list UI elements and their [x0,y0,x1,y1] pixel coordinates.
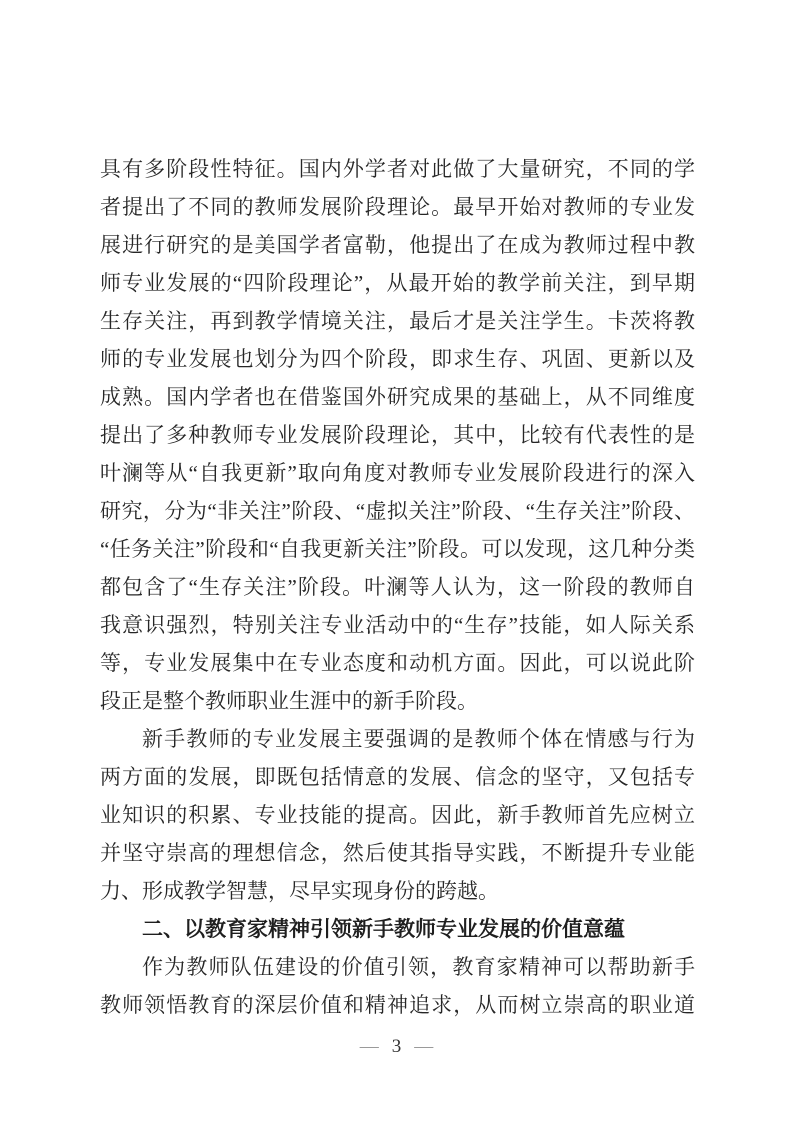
section-heading: 二、以教育家精神引领新手教师专业发展的价值意蕴 [142,917,625,941]
text-line: 生存关注，再到教学情境关注，最后才是关注学生。卡茨将教 [100,309,695,333]
text-line: 研究，分为“非关注”阶段、“虚拟关注”阶段、“生存关注”阶段、 [100,499,695,523]
text-line: 成熟。国内学者也在借鉴国外研究成果的基础上，从不同维度 [100,385,695,409]
page-footer [0,1034,793,1060]
text-line: 教师领悟教育的深层价值和精神追求，从而树立崇高的职业道 [100,993,695,1017]
footer-right-dash: — [414,1036,434,1057]
document-body [100,150,695,1024]
text-line: 者提出了不同的教师发展阶段理论。最早开始对教师的专业发 [100,195,695,219]
text-line: 师专业发展的“四阶段理论”，从最开始的教学前关注，到早期 [100,271,695,295]
text-line: 都包含了“生存关注”阶段。叶澜等人认为，这一阶段的教师自 [100,575,695,599]
text-line: 师的专业发展也划分为四个阶段，即求生存、巩固、更新以及 [100,347,695,371]
text-line: “任务关注”阶段和“自我更新关注”阶段。可以发现，这几种分类 [100,537,695,561]
text-line: 展进行研究的是美国学者富勒，他提出了在成为教师过程中教 [100,233,695,257]
text-line: 新手教师的专业发展主要强调的是教师个体在情感与行为 [142,727,695,751]
text-line: 作为教师队伍建设的价值引领，教育家精神可以帮助新手 [142,955,695,979]
footer-left-dash: — [359,1036,379,1057]
page-number: 3 [391,1036,402,1057]
text-line: 具有多阶段性特征。国内外学者对此做了大量研究，不同的学 [100,157,695,181]
text-line: 我意识强烈，特别关注专业活动中的“生存”技能，如人际关系 [100,613,695,637]
text-line: 力、形成教学智慧，尽早实现身份的跨越。 [100,879,499,903]
text-line: 业知识的积累、专业技能的提高。因此，新手教师首先应树立 [100,803,695,827]
text-line: 两方面的发展，即既包括情意的发展、信念的坚守，又包括专 [100,765,695,789]
text-line: 段正是整个教师职业生涯中的新手阶段。 [100,689,478,713]
text-line: 提出了多种教师专业发展阶段理论，其中，比较有代表性的是 [100,423,695,447]
text-line: 并坚守崇高的理想信念，然后使其指导实践，不断提升专业能 [100,841,695,865]
text-line: 叶澜等从“自我更新”取向角度对教师专业发展阶段进行的深入 [100,461,695,485]
text-line: 等，专业发展集中在专业态度和动机方面。因此，可以说此阶 [100,651,695,675]
